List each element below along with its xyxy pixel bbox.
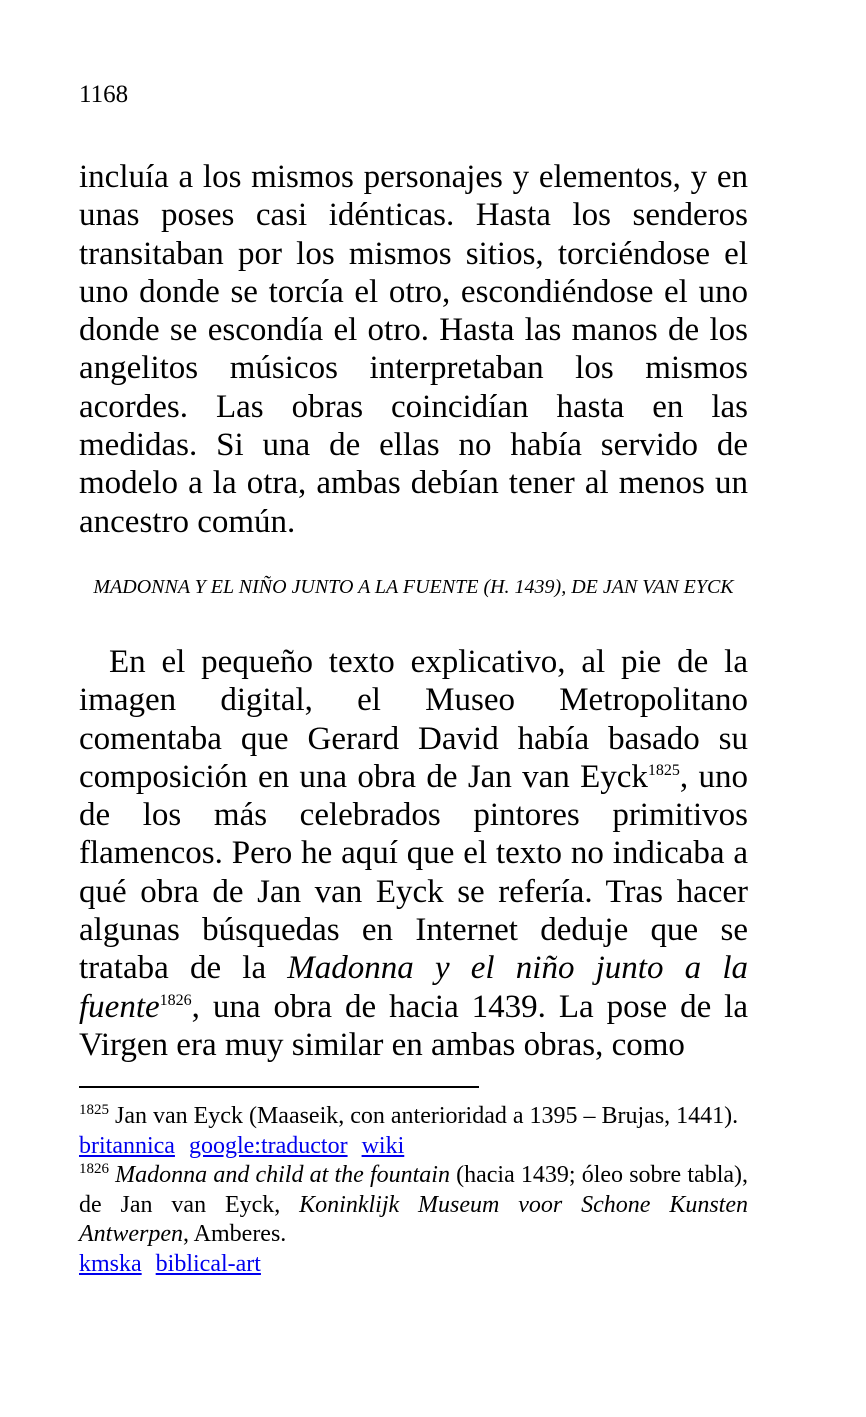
footnote-1825-links [79,1132,748,1162]
footnote-text-mid: (hacia 1439; óleo sobre tabla), de Jan van Eyck, [79,1162,749,1218]
artwork-title: Madonna y el niño junto a la fuente [79,950,748,1025]
body-paragraph-2 [79,643,748,1064]
footnote-1826-links [79,1250,748,1280]
footnote-1826 [79,1161,748,1250]
body-paragraph-1: incluía a los mismos personajes y elementos, y en unas poses casi idénticas. Hasta los senderos transitaban por los mismos sitios, torciéndose el uno donde se torcía el otro, escondiéndose el uno donde se escondía el otro. Hasta las manos de los angelitos músicos interpretaban los mismos acordes. Las obras coincidían hasta en las medidas. Si una de ellas no había servido de modelo a la otra, ambas debían tener al menos un ancestro común. [79,159,748,540]
paragraph-2-text-b: , uno de los más celebrados pintores primitivos flamencos. Pero he aquí que el texto no indicaba a qué obra de Jan van Eyck se refería. Tras hacer algunas búsquedas en Internet deduje que se trataba de la [79,758,748,987]
footnote-number: 1825 [79,1102,109,1118]
footnote-ref-1826[interactable]: 1826 [159,991,192,1009]
footnote-1825 [79,1102,748,1132]
footnote-number: 1826 [79,1161,109,1177]
paragraph-2-text-c: , una obra de hacia 1439. La pose de la Virgen era muy similar en ambas obras, como [79,988,748,1063]
page-number: 1168 [79,81,129,108]
paragraph-2-text-a: En el pequeño texto explicativo, al pie de la imagen digital, el Museo Metropolitano comentaba que Gerard David había basado su composición en una obra de Jan van Eyck [79,644,748,795]
link-google-traductor[interactable]: google:traductor [188,1132,348,1159]
footnote-text-end: , Amberes. [182,1221,287,1247]
footnote-text: Jan van Eyck (Maaseik, con anterioridad a 1395 – Brujas, 1441). [109,1103,739,1129]
footnotes [79,1102,748,1279]
image-caption: MADONNA Y EL NIÑO JUNTO A LA FUENTE (H. 1439), DE JAN VAN EYCK [93,576,734,598]
link-britannica[interactable]: britannica [79,1132,175,1159]
link-biblical-art[interactable]: biblical-art [155,1250,261,1277]
link-kmska[interactable]: kmska [79,1250,142,1277]
link-wiki[interactable]: wiki [361,1132,405,1159]
footnote-divider [79,1086,479,1088]
footnote-artwork-title: Madonna and child at the fountain [115,1162,450,1188]
footnote-ref-1825[interactable]: 1825 [647,761,680,779]
footnote-museum-name: Koninklijk Museum voor Schone Kunsten Antwerpen [79,1191,748,1247]
